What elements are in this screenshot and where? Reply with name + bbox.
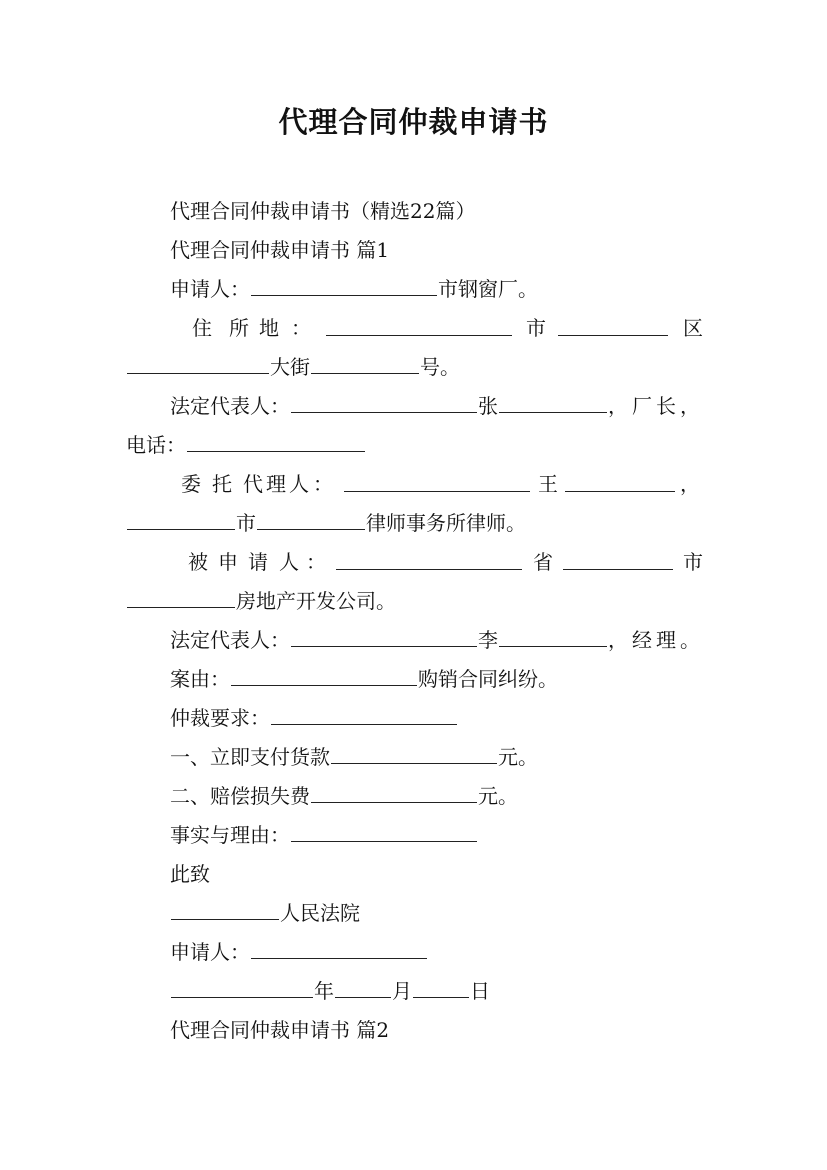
address-char: 所 (229, 316, 249, 340)
claim-2-line (0, 781, 827, 811)
facts-line (0, 820, 827, 850)
section-heading-2 (0, 1015, 827, 1045)
legal-rep-title: ，经理。 (608, 628, 704, 652)
blank-field (563, 551, 673, 570)
signature-line (0, 937, 827, 967)
claim-2-label: 二、赔偿损失费 (170, 784, 310, 808)
street-label: 大街 (270, 355, 310, 379)
respondent-char: 被 (188, 550, 208, 574)
agent-char: 代 (243, 472, 263, 496)
subtitle: 代理合同仲裁申请书（精选22篇） (170, 199, 476, 223)
blank-field (127, 511, 235, 530)
blank-field (499, 628, 607, 647)
law-firm-line (0, 508, 827, 538)
company-line (0, 586, 827, 616)
blank-field (558, 317, 668, 336)
blank-field (257, 511, 365, 530)
address-char: 住 (192, 316, 212, 340)
applicant-line (0, 274, 827, 304)
agent-char: 委 (181, 472, 201, 496)
respondent-char: 市 (683, 550, 703, 574)
blank-field (413, 979, 469, 998)
address-char: ： (291, 316, 311, 340)
respondent-char: 请 (248, 550, 268, 574)
blank-field (187, 433, 365, 452)
law-firm-label: 律师事务所律师。 (366, 511, 526, 535)
respondent-line (0, 547, 827, 577)
day-label: 日 (470, 979, 490, 1003)
month-label: 月 (392, 979, 412, 1003)
blank-field (499, 394, 607, 413)
address-line-2 (0, 352, 827, 382)
case-cause-line (0, 664, 827, 694)
phone-label: 电话： (126, 433, 186, 457)
blank-field (127, 589, 235, 608)
phone-line (0, 430, 827, 460)
blank-field (335, 979, 391, 998)
applicant-label: 申请人： (170, 277, 250, 301)
claim-1-unit: 元。 (498, 745, 538, 769)
section-heading-text: 代理合同仲裁申请书 篇2 (170, 1018, 390, 1042)
respondent-char: 省 (533, 550, 553, 574)
number-label: 号。 (420, 355, 460, 379)
agent-char: 托 (212, 472, 232, 496)
address-char: 市 (526, 316, 546, 340)
legal-rep-line-2 (0, 625, 827, 655)
year-label: 年 (314, 979, 334, 1003)
salutation-line (0, 859, 827, 889)
blank-field (251, 277, 437, 296)
claims-line (0, 703, 827, 733)
blank-field (311, 355, 419, 374)
document-title: 代理合同仲裁申请书 (278, 105, 549, 139)
blank-field (231, 667, 417, 686)
case-cause-text: 购销合同纠纷。 (418, 667, 558, 691)
blank-field (336, 551, 522, 570)
blank-field (291, 394, 477, 413)
blank-field (251, 940, 427, 959)
section-heading-text: 代理合同仲裁申请书 篇1 (170, 238, 390, 262)
legal-rep-line (0, 391, 827, 421)
blank-field (311, 784, 477, 803)
signature-label: 申请人： (170, 940, 250, 964)
legal-rep-title: ，厂长， (608, 394, 704, 418)
blank-field (344, 473, 530, 492)
date-line (0, 976, 827, 1006)
address-line (0, 313, 827, 343)
agent-line (0, 469, 827, 499)
company-label: 房地产开发公司。 (236, 589, 396, 613)
agent-char: 理 (266, 472, 286, 496)
agent-char: 人 (289, 472, 309, 496)
blank-field (291, 823, 477, 842)
blank-field (171, 901, 279, 920)
court-line (0, 898, 827, 928)
blank-field (565, 473, 675, 492)
blank-field (127, 355, 269, 374)
subtitle-line (0, 196, 827, 226)
claim-2-unit: 元。 (478, 784, 518, 808)
salutation: 此致 (170, 862, 210, 886)
legal-rep-label: 法定代表人： (170, 394, 290, 418)
applicant-text: 市钢窗厂。 (438, 277, 538, 301)
agent-char: ： (313, 472, 333, 496)
section-heading (0, 235, 827, 265)
agent-char: 王 (538, 472, 558, 496)
city-label: 市 (236, 511, 256, 535)
blank-field (331, 745, 497, 764)
address-char: 区 (683, 316, 703, 340)
claim-1-line (0, 742, 827, 772)
legal-rep-name: 李 (478, 628, 498, 652)
legal-rep-label: 法定代表人： (170, 628, 290, 652)
claims-label: 仲裁要求： (170, 706, 270, 730)
respondent-char: ： (306, 550, 326, 574)
address-char: 地 (259, 316, 279, 340)
blank-field (291, 628, 477, 647)
case-cause-label: 案由： (170, 667, 230, 691)
legal-rep-name: 张 (478, 394, 498, 418)
blank-field (326, 317, 512, 336)
claim-1-label: 一、立即支付货款 (170, 745, 330, 769)
blank-field (271, 706, 457, 725)
agent-char: ， (680, 472, 700, 496)
respondent-char: 申 (218, 550, 238, 574)
blank-field (171, 979, 313, 998)
facts-label: 事实与理由： (170, 823, 290, 847)
court-label: 人民法院 (280, 901, 360, 925)
respondent-char: 人 (279, 550, 299, 574)
